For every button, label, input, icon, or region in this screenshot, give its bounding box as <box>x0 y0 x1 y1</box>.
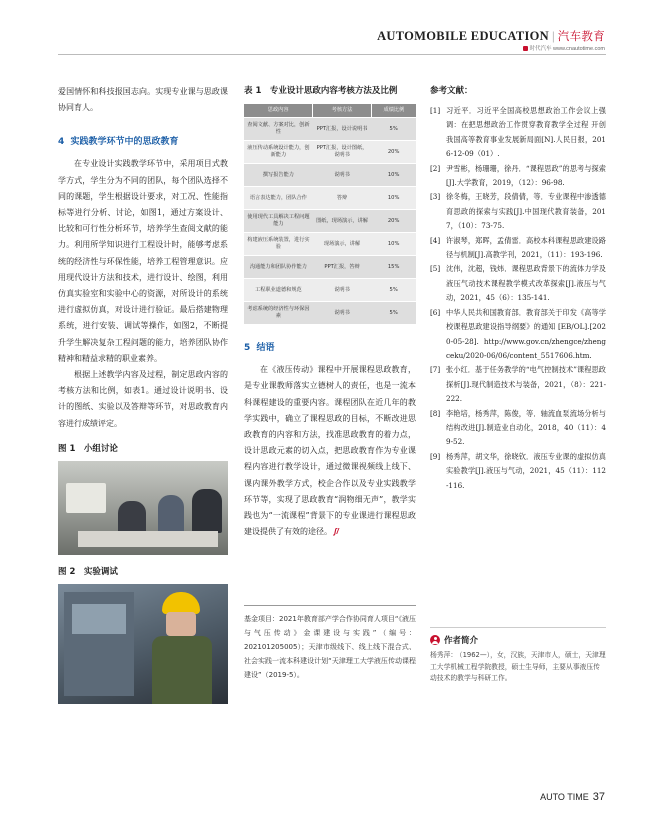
photo-shape <box>72 604 126 634</box>
reference-index: [4] <box>430 235 441 245</box>
person-icon <box>430 635 440 645</box>
table-row <box>244 118 416 141</box>
section-4-number: 4 <box>58 137 65 148</box>
photo-shape <box>66 483 106 513</box>
reference-index: [3] <box>430 192 441 202</box>
journal-url <box>523 44 606 52</box>
author-name: 杨秀萍： <box>430 651 458 659</box>
photo-shape <box>166 612 196 636</box>
section-5-title: 结语 <box>256 343 275 354</box>
table-header-row <box>244 104 416 118</box>
journal-title-en: AUTOMOBILE EDUCATION <box>377 29 549 43</box>
table-cell: 查阅文献、方案对比，创新性 <box>244 118 313 141</box>
author-bio <box>430 650 606 685</box>
reference-list <box>430 104 606 493</box>
page-number: 37 <box>592 791 605 803</box>
column-2 <box>244 84 416 540</box>
reference-index: [8] <box>430 408 441 418</box>
table-cell: 5% <box>371 118 416 141</box>
conclusion-text: 在《液压传动》课程中开展课程思政教育，是专业课教师落实立德树人的责任，也是一流本科课程建设的重要内容。课程团队在近几年的教学实践中，确立了课程思政的目标，不断改进思政教育的内容和方法，找准思政教育的着力点，设计思政元素的切入点，把思政教育作为专业课程内容进行教学设计，通过微课视频线上线下、课内课外教学方式，校企合作以及专业实践教学环节等，实现了思政教育“润物细无声”，教学实践也为“一流课程”背景下的专业课进行课程思政建设提供了有效的途径。 <box>244 365 416 537</box>
table-cell: 20% <box>371 210 416 233</box>
figure-2-caption: 图 2 实验调试 <box>58 566 118 577</box>
photo-shape <box>78 531 218 547</box>
table-cell: 5% <box>371 279 416 302</box>
table-cell: 沟通能力和团队协作能力 <box>244 256 313 279</box>
table-cell: 液压传动系统设计能力，创新能力 <box>244 141 313 164</box>
section-5-number: 5 <box>244 343 251 354</box>
reference-text: 许淑琴，郑晖，孟倩雷．高校本科课程思政建设路径与机制[J].高教学刊，2021，（11）：193-196. <box>446 235 606 260</box>
author-heading <box>430 634 478 646</box>
table-cell: 使用现代工具解决工程问题能力 <box>244 210 313 233</box>
photo-shape <box>158 495 184 535</box>
reference-text: 徐冬梅，王晓芳，段倩倩，等．专业课程中渗透德育思政的探索与实践[J].中国现代教育装备，2017，（10）：73-75. <box>446 192 606 231</box>
column-1 <box>58 84 228 704</box>
reference-text: 尹雪彬，杨珊珊，徐丹．“课程思政”的思考与探索[J].大学教育，2019，（12）：96-98. <box>446 163 606 188</box>
author-bio-text: （1962—），女，汉族，天津市人，硕士，天津理工大学机械工程学院教授，硕士生导师，主要从事液压传动技术的教学与科研工作。 <box>430 651 606 682</box>
reference-index: [5] <box>430 264 441 274</box>
reference-item <box>430 306 606 364</box>
section-4-paragraph-2: 根据上述教学内容及过程，制定思政内容的考核方法和比例，如表1。通过设计说明书、设计的图纸、实验以及答辩等环节，对思政教育内容进行成绩评定。 <box>58 370 228 428</box>
reference-item <box>430 190 606 233</box>
table-cell: PPT汇报，设计说明书 <box>313 118 371 141</box>
section-4-heading <box>58 134 228 150</box>
table-row <box>244 141 416 164</box>
table-cell: PPT汇报，设计图纸，说明书 <box>313 141 371 164</box>
table-cell: 5% <box>371 302 416 325</box>
funding-divider <box>244 605 416 606</box>
references-heading: 参考文献： <box>430 86 473 96</box>
page-footer <box>540 791 605 803</box>
table-cell: 说明书 <box>313 164 371 187</box>
table-row <box>244 187 416 210</box>
author-heading-text: 作者简介 <box>444 636 479 646</box>
reference-item <box>430 162 606 191</box>
reference-item <box>430 450 606 493</box>
journal-url-text: 时代汽车 www.cnautotime.com <box>529 46 605 52</box>
funding-note: 基金项目：2021年教育部产学合作协同育人项目“《液压与气压传动》金课建设与实践”（编号：202101205005）；天津市级线下、线上线下混合式、社会实践一流本科建设计划“天津理工大学液压传动课程建设”（2019-5）。 <box>244 615 416 679</box>
figure-1-photo <box>58 461 228 555</box>
table-header-cell: 成绩比例 <box>371 104 416 118</box>
figure-1-caption: 图 1 小组讨论 <box>58 443 118 454</box>
table-cell: 考虑系统的经济性与环保因素 <box>244 302 313 325</box>
journal-header <box>377 28 605 44</box>
table-row <box>244 233 416 256</box>
table-cell: 工程职业道德和规范 <box>244 279 313 302</box>
photo-shape <box>162 592 200 614</box>
reference-item <box>430 104 606 162</box>
author-divider <box>430 627 606 628</box>
table-cell: 撰写报告能力 <box>244 164 313 187</box>
reference-index: [9] <box>430 451 441 461</box>
reference-text: 习近平．习近平全国高校思想政治工作会议上强调：在把思想政治工作贯穿教育教学全过程 开创我国高等教育事业发展新局面[N].人民日报，2016-12-09（01）. <box>446 106 606 159</box>
table-cell: 语言表达能力，团队合作 <box>244 187 313 210</box>
reference-text: 沈伟，沈超，钱炜．课程思政背景下的流体力学及液压气动技术课程教学模式改革探索[J].液压与气动，2021，45（6）：135-141. <box>446 264 606 303</box>
table-1 <box>244 104 416 324</box>
photo-shape <box>152 636 212 704</box>
table-cell: 20% <box>371 141 416 164</box>
table-cell: 答辩 <box>313 187 371 210</box>
footer-brand: AUTO TIME <box>540 792 589 802</box>
column-3 <box>430 84 606 493</box>
conclusion-paragraph <box>244 362 416 540</box>
table-1-caption: 表 1 专业设计思政内容考核方法及比例 <box>244 86 398 96</box>
intro-paragraph: 爱国情怀和科技报国志向。实现专业课与思政课协同育人。 <box>58 87 228 113</box>
table-cell: 10% <box>371 233 416 256</box>
table-cell: 说明书 <box>313 279 371 302</box>
reference-index: [2] <box>430 163 441 173</box>
table-cell: 构建液压系统装置，进行实验 <box>244 233 313 256</box>
reference-text: 中华人民共和国教育部．教育部关于印发《高等学校课程思政建设指导纲要》的通知 [EB/OL].[2020-05-28]. http://www.gov.cn/zhengce/zhengceku/2020-06/06/content_5517606.htm. <box>446 307 606 360</box>
header-separator: | <box>551 29 555 43</box>
reference-text: 李艳培，杨秀萍，陈俊，等．轴流血泵流场分析与结构改进[J].制造业自动化，2018，40（11）：49-52. <box>446 408 606 447</box>
reference-item <box>430 234 606 263</box>
table-row <box>244 164 416 187</box>
table-header-cell: 思政内容 <box>244 104 313 118</box>
table-row <box>244 302 416 325</box>
table-row <box>244 256 416 279</box>
table-cell: 10% <box>371 187 416 210</box>
journal-title-cn: 汽车教育 <box>557 29 605 43</box>
table-cell: 说明书 <box>313 302 371 325</box>
reference-text: 张小红．基于任务教学的“电气控制技术”课程思政探析[J].现代制造技术与装备，2021，（8）：221-222. <box>446 365 606 404</box>
section-4-paragraph-1: 在专业设计实践教学环节中，采用项目式教学方式，学生分为不同的团队，每个团队选择不同的课题，学生根据设计要求，对工况、性能指标等进行分析、讨论，如图1，通过方案设计、比较和可行性分析环节，培养学生查阅文献的能力。利用所学知识进行工程设计时，能够考虑系统的经济性与环保性能，培养工程管理意识。应用现代设计方法和技术，进行设计、绘图，利用仿真实验室和实验中心的资源，对所设计的系统进行虚拟仿真，对设计进行验证。最后搭建物理系统，进行安装、调试等操作，如图2，不断提升学生解决复杂工程问题的能力，培养团队协作精神和精益求精的职业素养。 <box>58 159 228 363</box>
section-5-heading <box>244 340 416 356</box>
reference-item <box>430 262 606 305</box>
reference-item <box>430 363 606 406</box>
reference-index: [6] <box>430 307 441 317</box>
table-row <box>244 279 416 302</box>
end-mark: ʃ/ <box>334 527 339 537</box>
photo-shape <box>192 489 222 533</box>
table-cell: PPT汇报，答辩 <box>313 256 371 279</box>
reference-text: 杨秀萍，胡文华，徐晓钦．液压专业课的虚拟仿真实验教学[J].液压与气动，2021，45（11）：112-116. <box>446 451 606 490</box>
figure-2-photo <box>58 584 228 704</box>
table-header-cell: 考核方法 <box>313 104 371 118</box>
table-cell: 现场演示，讲解 <box>313 233 371 256</box>
reference-index: [1] <box>430 106 441 115</box>
table-row <box>244 210 416 233</box>
section-4-title: 实践教学环节中的思政教育 <box>70 137 179 148</box>
table-cell: 15% <box>371 256 416 279</box>
reference-index: [7] <box>430 365 441 375</box>
reference-item <box>430 407 606 450</box>
brand-logo-icon <box>523 46 528 51</box>
table-cell: 10% <box>371 164 416 187</box>
header-divider <box>58 54 606 55</box>
table-cell: 图纸，现场演示，讲解 <box>313 210 371 233</box>
